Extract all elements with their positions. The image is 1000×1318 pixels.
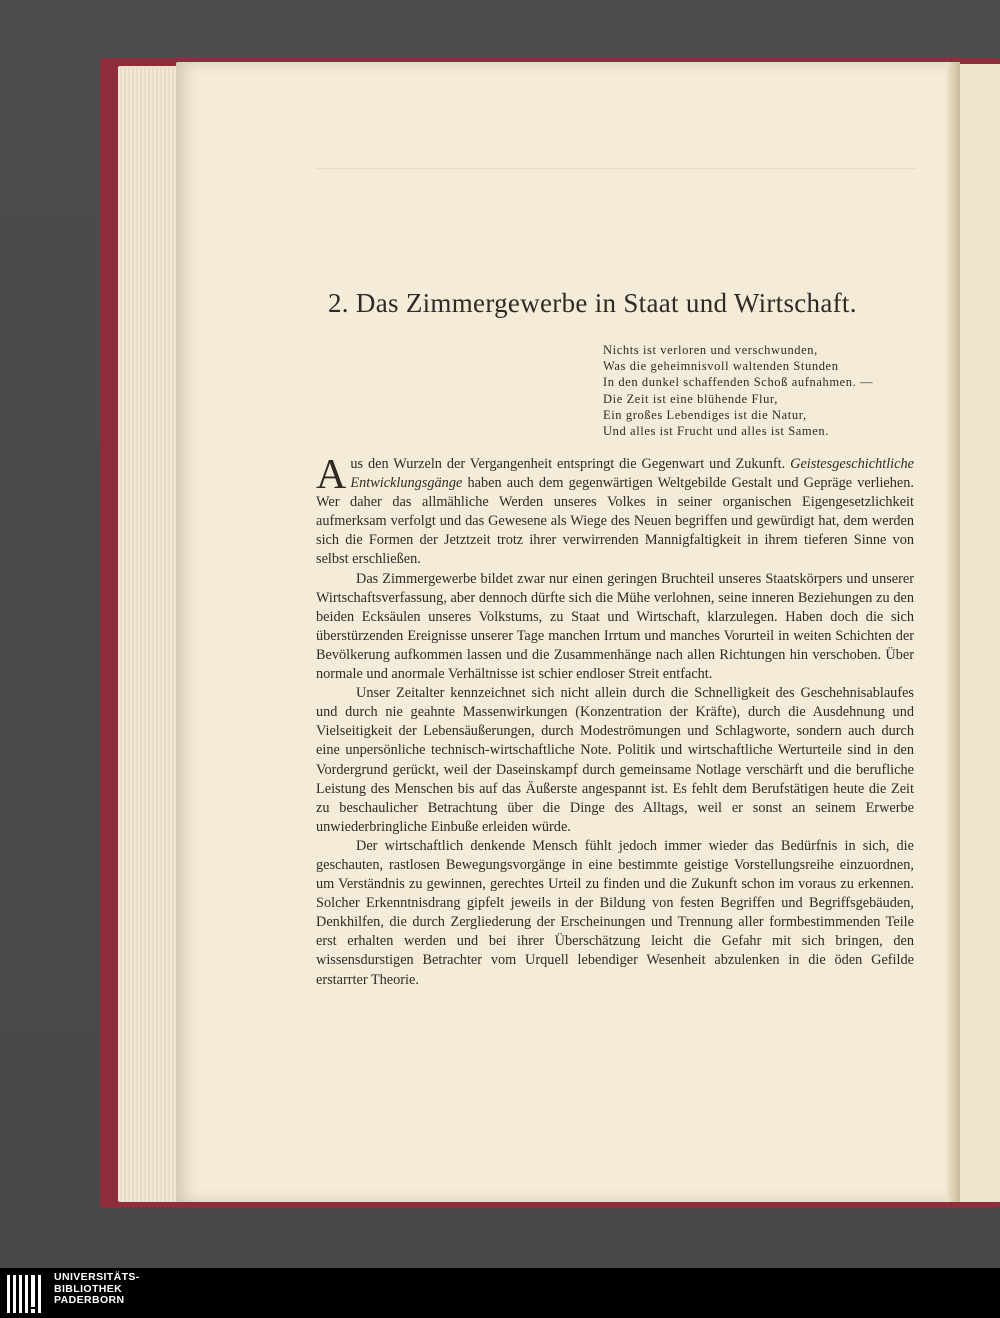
- facing-page-edge: [960, 64, 1000, 1202]
- epigraph-poem: [603, 342, 933, 439]
- paragraph-2: Das Zimmergewerbe bildet zwar nur einen geringen Bruchteil unseres Staatskörpers und unserer Wirtschaftsverfassung, aber dennoch dürfte sich die Mühe verlohnen, seine inneren Beziehungen zu den beiden Ecksäulen unseres Volkstums, zu Staat und Wirtschaft, klarzulegen. Haben doch die sich überstürzenden Ereignisse unserer Tage manchen Irrtum und manches Vorurteil in weiten Schichten der Bevölkerung aufkommen lassen und die Zusammenhänge nach allen Richtungen hin verschoben. Über normale und anormale Verhältnisse ist schier endloser Streit entfacht.: [316, 570, 914, 683]
- logo-line: PADERBORN: [54, 1294, 125, 1306]
- poem-line: Ein großes Lebendiges ist die Natur,: [603, 407, 807, 422]
- paragraph-1-italic: Geistesgeschichtliche Entwicklungsgänge: [350, 456, 914, 492]
- body-text: [316, 452, 914, 990]
- logo-line: UNIVERSITÄTS-: [54, 1271, 140, 1283]
- show-through-area: [316, 168, 916, 259]
- drop-cap: A: [316, 452, 347, 498]
- book-gutter: [946, 62, 960, 1202]
- paragraph-4: Der wirtschaftlich denkende Mensch fühlt jedoch immer wieder das Bedürfnis in sich, die geschauten, rastlosen Bewegungsvorgänge in eine bestimmte geistige Vorstellungsreihe einzuordnen, um Verständnis zu gewinnen, gerechtes Urteil zu finden und die Zukunft schon im voraus zu erkennen. Solcher Erkenntnisdrang gipfelt jeweils in der Bildung von festen Begriffen und Begriffsgebäuden, Denkhilfen, die durch Zergliederung der Erscheinungen und Trennung aller formbestimmenden Teile erst erhalten werden und bei ihrer Überschätzung leicht die Gefahr mit sich bringen, den wissensdurstigen Betrachter vom Urquell lebendiger Wesenheit abzulenken in die öden Gefilde erstarrter Theorie.: [316, 837, 914, 988]
- paragraph-1-rest: haben auch dem gegenwärtigen Weltgebilde Gestalt und Gepräge verliehen. Wer daher das allmähliche Werden unseres Volkes in seiner organischen Eigengesetzlichkeit aufmerksam verfolgt und das Gewesene als Wiege des Neuen begriffen und gewürdigt hat, dem werden sich die Formen der Jetztzeit trotz ihrer verwirrenden Mannigfaltigkeit in ihrem tieferen Sinne von selbst erschließen.: [316, 475, 914, 568]
- library-logo-text: [54, 1272, 140, 1307]
- chapter-heading: 2. Das Zimmergewerbe in Staat und Wirtschaft.: [328, 288, 857, 318]
- paragraph-1: [316, 452, 914, 570]
- library-barcode-logo-icon: [6, 1271, 46, 1315]
- poem-line: In den dunkel schaffenden Schoß aufnahmen. —: [603, 375, 874, 390]
- poem-line: Die Zeit ist eine blühende Flur,: [603, 391, 778, 406]
- paragraph-1-lead: us den Wurzeln der Vergangenheit entspringt die Gegenwart und Zukunft.: [350, 456, 786, 472]
- poem-line: Nichts ist verloren und verschwunden,: [603, 343, 818, 357]
- footer-bar: [0, 1268, 1000, 1318]
- logo-line: BIBLIOTHEK: [54, 1282, 123, 1295]
- poem-line: Und alles ist Frucht und alles ist Samen.: [603, 424, 829, 439]
- paragraph-3: Unser Zeitalter kennzeichnet sich nicht allein durch die Schnelligkeit des Geschehnisablaufes und durch nie geahnte Massenwirkungen (Konzentration der Kräfte), durch die Ausdehnung und Vielseitigkeit der Lebensäußerungen, durch Modeströmungen und Schlagworte, sondern auch durch eine unpersönliche technisch-wirtschaftliche Note. Politik und wirtschaftliche Werturteile sind in den Vordergrund gerückt, weil der Daseinskampf durch gemeinsame Notlage verschärft und die berufliche Leistung des Menschen bis auf das Äußerste angespannt ist. Es fehlt dem Berufstätigen heute die Zeit zu beschaulicher Betrachtung über die Dinge des Alltags, weil er sonst an seinem Erwerbe unwiederbringliche Einbuße erleiden würde.: [316, 685, 914, 835]
- poem-line: Was die geheimnisvoll waltenden Stunden: [603, 359, 839, 374]
